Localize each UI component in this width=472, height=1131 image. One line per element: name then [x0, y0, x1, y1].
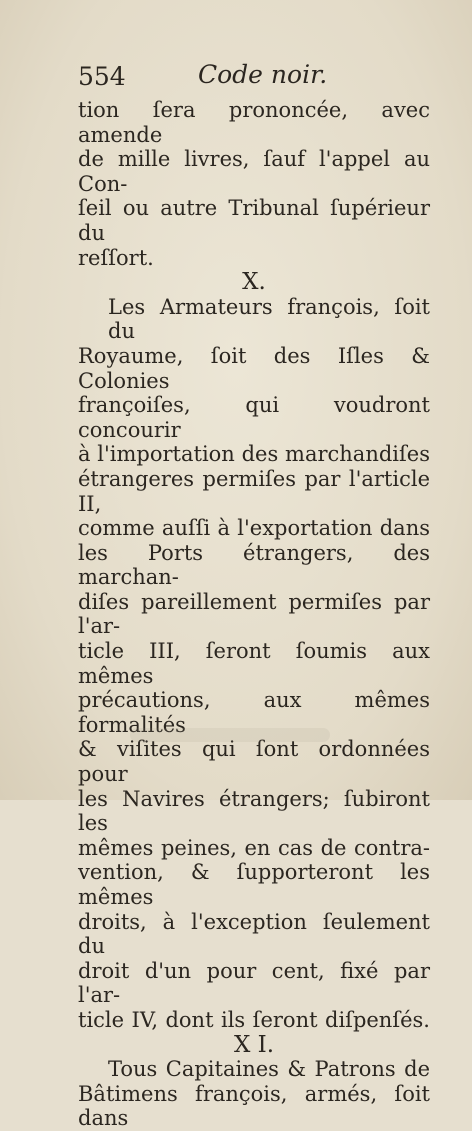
article-heading-x: X.: [242, 269, 266, 296]
text-line: les Ports étrangers, des marchan-: [78, 540, 430, 590]
text-line: tion ſera prononcée, avec amende: [78, 98, 430, 147]
body-text: [78, 98, 430, 1131]
text-line: comme auſſi à l'exportation dans: [78, 516, 430, 541]
text-line: Royaume, ſoit des Iſles & Colonies: [78, 343, 430, 393]
text-line: ticle IV, dont ils ſeront diſpenſés.: [78, 1007, 430, 1032]
text-line: mêmes peines, en cas de contra-: [78, 835, 430, 860]
text-line: ticle III, ſeront ſoumis aux mêmes: [78, 639, 430, 688]
text-line: de mille livres, ſauf l'appel au Con-: [78, 147, 430, 196]
text-line: précautions, aux mêmes formalités: [78, 688, 430, 737]
text-line: & viſites qui ſont ordonnées pour: [78, 737, 430, 787]
bleed-through-smudge: [130, 728, 330, 742]
text-line: Bâtimens françois, armés, ſoit dans: [78, 1081, 430, 1131]
text-line: Tous Capitaines & Patrons de: [108, 1057, 430, 1082]
page-header: [78, 60, 428, 98]
text-line: Les Armateurs françois, ſoit du: [108, 294, 430, 344]
text-line: françoiſes, qui voudront concourir: [78, 393, 430, 442]
running-title: Code noir.: [198, 60, 328, 89]
text-line: vention, & ſupporteront les mêmes: [78, 860, 430, 909]
article-heading-xi: X I.: [233, 1031, 275, 1058]
text-line: droits, à l'exception ſeulement du: [78, 909, 430, 959]
text-line: droit d'un pour cent, fixé par l'ar-: [78, 958, 430, 1008]
page-number: 554: [78, 62, 126, 91]
text-line: à l'importation des marchandiſes: [78, 442, 430, 467]
text-line: ſeil ou autre Tribunal ſupérieur du: [78, 196, 430, 245]
text-line: étrangeres permiſes par l'article II,: [78, 466, 430, 516]
text-line: reſſort.: [78, 245, 154, 270]
text-line: les Navires étrangers; ſubiront les: [78, 786, 430, 836]
text-line: diſes pareillement permiſes par l'ar-: [78, 589, 430, 639]
